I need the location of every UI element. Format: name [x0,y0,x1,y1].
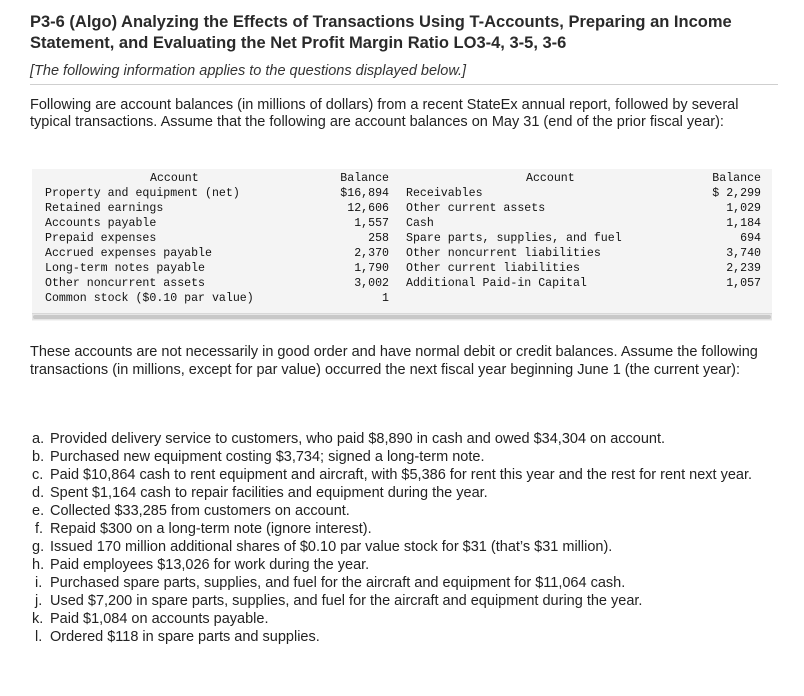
transaction-label: d. [32,485,45,501]
transaction-text: Paid $1,084 on accounts payable. [50,611,269,627]
header-account-left: Account [150,172,199,185]
left-account-name: Prepaid expenses [45,232,157,245]
left-account-balance: $16,894 [340,187,389,200]
transaction-label: f. [35,521,44,537]
account-balances-table [32,169,772,321]
left-account-name: Other noncurrent assets [45,277,206,290]
problem-title: P3-6 (Algo) Analyzing the Effects of Transactions Using T-Accounts, Preparing an Income Statement, and Evaluating the Net Profit Margin Ratio LO3-4, 3-5, 3-6 [30,13,732,52]
left-account-balance: 1,790 [354,262,389,275]
header-account-right: Account [526,172,575,185]
transaction-label: j. [35,593,43,609]
transaction-text: Used $7,200 in spare parts, supplies, and fuel for the aircraft and equipment during the year. [50,593,643,609]
transaction-label: c. [32,467,44,483]
context-note: [The following information applies to the questions displayed below.] [30,63,467,79]
right-account-balance: 694 [740,232,761,245]
left-account-name: Accrued expenses payable [45,247,212,260]
transaction-item [32,484,772,502]
transaction-item [32,466,772,484]
assumption-paragraph: These accounts are not necessarily in good order and have normal debit or credit balances. Assume the following transactions (in millions, except for par value) occurred the next fiscal year beginning June 1 (the current year): [30,344,758,378]
transaction-text: Paid $10,864 cash to rent equipment and aircraft, with $5,386 for rent this year and the rest for rent next year. [50,467,753,483]
right-account-balance: $ 2,299 [712,187,761,200]
right-account-name: Other current liabilities [406,262,580,275]
left-account-name: Retained earnings [45,202,164,215]
transaction-label: i. [35,575,43,591]
right-account-name: Receivables [406,187,483,200]
left-account-balance: 258 [368,232,389,245]
transaction-item [32,448,772,466]
transaction-item [32,538,772,556]
right-account-name: Other noncurrent liabilities [406,247,601,260]
right-account-balance: 1,184 [726,217,761,230]
right-account-name: Other current assets [406,202,546,215]
left-account-balance: 1 [382,292,389,305]
transaction-label: h. [32,557,45,573]
transaction-label: k. [32,611,44,627]
transaction-text: Provided delivery service to customers, who paid $8,890 in cash and owed $34,304 on account. [50,431,666,447]
transaction-label: b. [32,449,45,465]
transaction-item [32,502,772,520]
left-account-name: Accounts payable [45,217,157,230]
transaction-item [32,556,772,574]
transaction-item [32,610,772,628]
left-account-balance: 12,606 [347,202,389,215]
left-account-balance: 1,557 [354,217,389,230]
right-account-balance: 3,740 [726,247,761,260]
right-account-balance: 1,057 [726,277,761,290]
transaction-item [32,592,772,610]
transaction-text: Repaid $300 on a long-term note (ignore interest). [50,521,372,537]
transaction-label: e. [32,503,45,519]
transaction-text: Purchased new equipment costing $3,734; signed a long-term note. [50,449,485,465]
right-account-name: Spare parts, supplies, and fuel [406,232,622,245]
right-account-name: Cash [406,217,434,230]
divider [30,84,778,85]
left-account-name: Long-term notes payable [45,262,206,275]
transaction-text: Issued 170 million additional shares of $0.10 par value stock for $31 (that’s $31 million). [50,539,613,555]
transaction-text: Paid employees $13,026 for work during the year. [50,557,370,573]
scrollbar-thumb[interactable] [33,315,771,319]
header-balance-left: Balance [340,172,389,185]
horizontal-scrollbar[interactable] [32,313,772,320]
right-account-balance: 2,239 [726,262,761,275]
transaction-label: l. [35,629,43,645]
left-account-balance: 3,002 [354,277,389,290]
transaction-item [32,520,772,538]
left-account-name: Property and equipment (net) [45,187,240,200]
transaction-label: g. [32,539,45,555]
transaction-text: Spent $1,164 cash to repair facilities and equipment during the year. [50,485,488,501]
transaction-text: Purchased spare parts, supplies, and fuel for the aircraft and equipment for $11,064 cash. [50,575,626,591]
transaction-item [32,430,772,448]
intro-paragraph: Following are account balances (in millions of dollars) from a recent StateEx annual report, followed by several typical transactions. Assume that the following are account balances on May 31 (end of the prior fiscal year): [30,97,739,130]
transaction-text: Collected $33,285 from customers on account. [50,503,350,519]
transaction-item [32,628,772,646]
right-account-balance: 1,029 [726,202,761,215]
header-balance-right: Balance [712,172,761,185]
transaction-label: a. [32,431,45,447]
transaction-item [32,574,772,592]
right-account-name: Additional Paid-in Capital [406,277,587,290]
transaction-text: Ordered $118 in spare parts and supplies. [50,629,320,645]
transactions-list [32,430,772,646]
left-account-name: Common stock ($0.10 par value) [45,292,254,305]
left-account-balance: 2,370 [354,247,389,260]
